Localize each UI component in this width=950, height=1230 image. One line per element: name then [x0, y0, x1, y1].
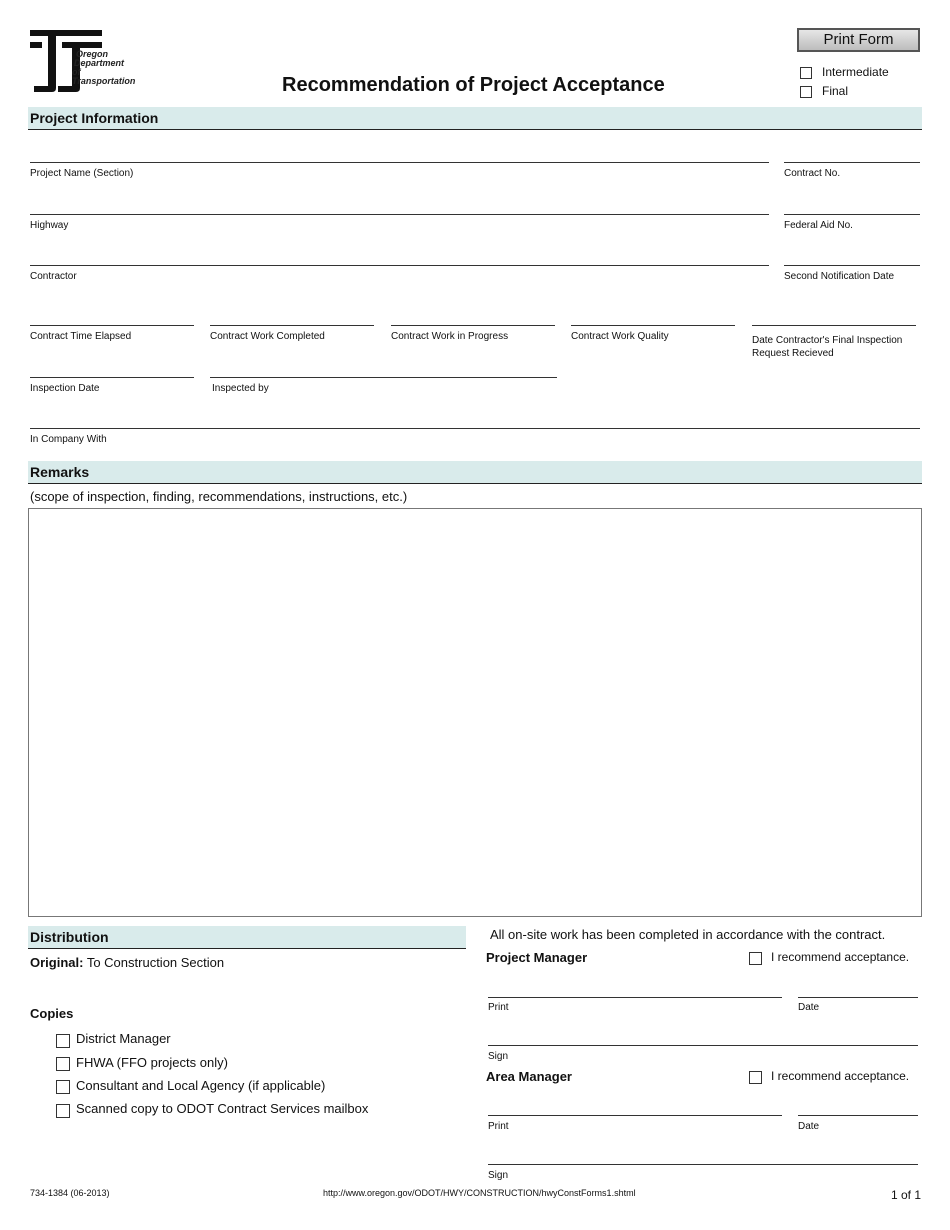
remarks-subtitle: (scope of inspection, finding, recommendations, instructions, etc.) [30, 489, 408, 504]
second-notification-date-label: Second Notification Date [784, 271, 895, 282]
logo-line-2: Department [74, 58, 125, 68]
highway-field[interactable] [30, 195, 769, 215]
final-label: Final [822, 84, 849, 98]
final-inspection-request-label-1: Date Contractor's Final Inspection [752, 335, 903, 346]
inspected-by-field[interactable] [210, 358, 557, 378]
original-line [30, 955, 224, 970]
consultant-checkbox[interactable] [56, 1080, 70, 1094]
consultant-label: Consultant and Local Agency (if applicable) [76, 1078, 326, 1093]
am-sign-label: Sign [488, 1170, 509, 1181]
odot-logo [28, 28, 138, 94]
pm-print-field[interactable] [488, 978, 782, 998]
contract-work-quality-field[interactable] [571, 306, 735, 326]
final-checkbox[interactable] [800, 86, 812, 98]
form-title: Recommendation of Project Acceptance [282, 74, 665, 96]
highway-label: Highway [30, 220, 69, 231]
contract-time-elapsed-field[interactable] [30, 306, 194, 326]
am-date-field[interactable] [798, 1096, 918, 1116]
intermediate-label: Intermediate [822, 65, 889, 79]
am-sign-field[interactable] [488, 1145, 918, 1165]
pm-date-field[interactable] [798, 978, 918, 998]
pm-date-label: Date [798, 1002, 820, 1013]
remarks-heading: Remarks [28, 461, 922, 484]
inspected-by-label: Inspected by [212, 383, 269, 394]
in-company-with-label: In Company With [30, 434, 107, 445]
project-name-label: Project Name (Section) [30, 168, 134, 179]
contractor-field[interactable] [30, 246, 769, 266]
form-url[interactable]: http://www.oregon.gov/ODOT/HWY/CONSTRUCTION/hwyConstForms1.shtml [323, 1188, 636, 1198]
original-value: To Construction Section [83, 955, 225, 970]
federal-aid-no-field[interactable] [784, 195, 920, 215]
pm-recommend-label: I recommend acceptance. [771, 950, 910, 964]
page-number: 1 of 1 [891, 1188, 922, 1202]
contract-work-quality-label: Contract Work Quality [571, 331, 669, 342]
project-information-heading: Project Information [28, 107, 922, 130]
in-company-with-field[interactable] [30, 409, 920, 429]
inspection-date-label: Inspection Date [30, 383, 100, 394]
original-label: Original: [30, 955, 84, 970]
project-manager-heading: Project Manager [486, 950, 588, 965]
pm-recommend-checkbox[interactable] [749, 952, 762, 965]
contract-work-completed-field[interactable] [210, 306, 374, 326]
am-print-label: Print [488, 1121, 509, 1132]
contract-work-in-progress-label: Contract Work in Progress [391, 331, 509, 342]
pm-sign-field[interactable] [488, 1026, 918, 1046]
federal-aid-no-label: Federal Aid No. [784, 220, 853, 231]
final-inspection-request-label-2: Request Recieved [752, 348, 834, 359]
project-name-field[interactable] [30, 143, 769, 163]
contract-time-elapsed-label: Contract Time Elapsed [30, 331, 132, 342]
contract-no-label: Contract No. [784, 168, 841, 179]
contract-no-field[interactable] [784, 143, 920, 163]
acceptance-statement: All on-site work has been completed in accordance with the contract. [490, 927, 886, 942]
contract-work-in-progress-field[interactable] [391, 306, 555, 326]
print-form-button[interactable]: Print Form [797, 28, 920, 52]
fhwa-label: FHWA (FFO projects only) [76, 1055, 228, 1070]
area-manager-heading: Area Manager [486, 1069, 572, 1084]
pm-sign-label: Sign [488, 1051, 509, 1062]
am-recommend-checkbox[interactable] [749, 1071, 762, 1084]
district-manager-label: District Manager [76, 1031, 171, 1046]
district-manager-checkbox[interactable] [56, 1034, 70, 1048]
contractor-label: Contractor [30, 271, 77, 282]
scanned-copy-checkbox[interactable] [56, 1104, 70, 1118]
fhwa-checkbox[interactable] [56, 1057, 70, 1071]
inspection-date-field[interactable] [30, 358, 194, 378]
intermediate-checkbox[interactable] [800, 67, 812, 79]
logo-line-3: of Transportation [72, 67, 136, 86]
pm-print-label: Print [488, 1002, 509, 1013]
final-inspection-request-date-field[interactable] [752, 306, 916, 326]
logo-line-1: Oregon [76, 49, 109, 59]
form-number: 734-1384 (06-2013) [30, 1188, 110, 1198]
am-print-field[interactable] [488, 1096, 782, 1116]
am-date-label: Date [798, 1121, 820, 1132]
distribution-heading: Distribution [28, 926, 466, 949]
copies-heading: Copies [30, 1006, 74, 1021]
am-recommend-label: I recommend acceptance. [771, 1069, 910, 1083]
second-notification-date-field[interactable] [784, 246, 920, 266]
scanned-copy-label: Scanned copy to ODOT Contract Services mailbox [76, 1101, 369, 1116]
remarks-textarea[interactable] [28, 508, 922, 917]
contract-work-completed-label: Contract Work Completed [210, 331, 325, 342]
